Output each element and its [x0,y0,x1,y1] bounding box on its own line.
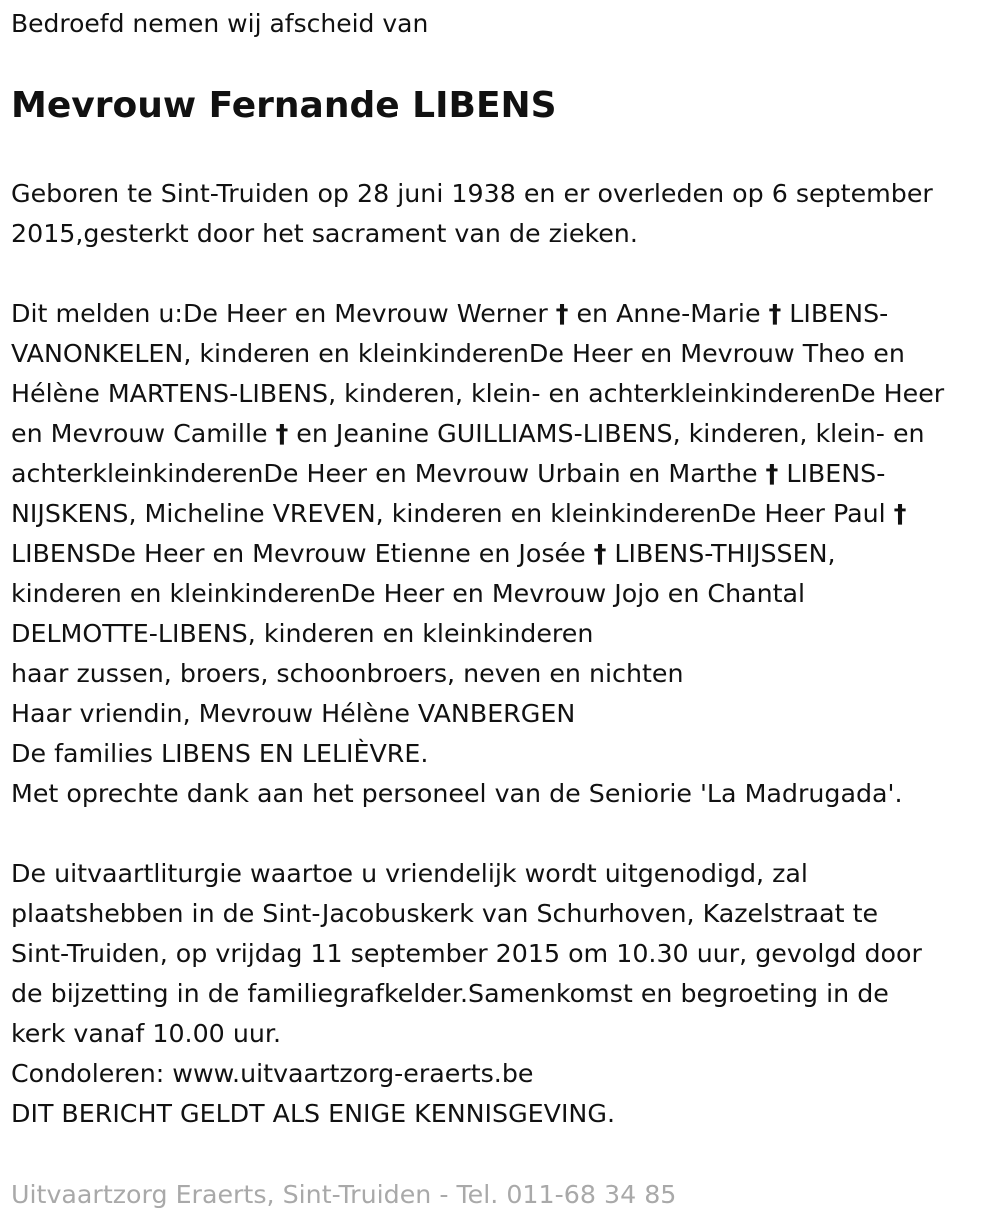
family-text: LIBENS- [781,299,889,328]
deceased-name: Mevrouw Fernande LIBENS [11,85,557,126]
paragraph-spacer [11,254,944,294]
family-text: LIBENS- [778,459,886,488]
family-text: en Jeanine GUILLIAMS-LIBENS, kinderen, klein- en [288,419,925,448]
funeral-line: Sint-Truiden, op vrijdag 11 september 2015 om 10.30 uur, gevolgd door [11,939,922,968]
family-text: LIBENS-THIJSSEN, [606,539,836,568]
family-line: kinderen en kleinkinderenDe Heer en Mevrouw Jojo en Chantal [11,579,806,608]
funeral-line: kerk vanaf 10.00 uur. [11,1019,282,1048]
family-line [11,454,944,494]
family-line: haar zussen, broers, schoonbroers, neven en nichten [11,659,684,688]
birth-death-line: Geboren te Sint-Truiden op 28 juni 1938 en er overleden op 6 september [11,179,933,208]
family-line: Haar vriendin, Mevrouw Hélène VANBERGEN [11,699,576,728]
family-text: achterkleinkinderenDe Heer en Mevrouw Urbain en Marthe [11,459,766,488]
intro-text: Bedroefd nemen wij afscheid van [11,9,429,38]
family-text: Dit melden u:De Heer en Mevrouw Werner [11,299,556,328]
cross-icon: † [893,499,907,528]
family-line: Hélène MARTENS-LIBENS, kinderen, klein- en achterkleinkinderenDe Heer [11,379,945,408]
funeral-line: de bijzetting in de familiegrafkelder.Samenkomst en begroeting in de [11,979,889,1008]
family-text: NIJSKENS, Micheline VREVEN, kinderen en kleinkinderenDe Heer Paul [11,499,894,528]
family-line [11,534,944,574]
birth-death-line: 2015,gesterkt door het sacrament van de zieken. [11,219,638,248]
family-line [11,494,944,534]
funeral-line: De uitvaartliturgie waartoe u vriendelijk wordt uitgenodigd, zal [11,859,808,888]
paragraph-spacer [11,814,944,854]
family-text: LIBENSDe Heer en Mevrouw Etienne en Josée [11,539,594,568]
cross-icon: † [593,539,607,568]
family-line [11,294,944,334]
family-line [11,414,944,454]
funeral-home-footer: Uitvaartzorg Eraerts, Sint-Truiden - Tel. 011-68 34 85 [11,1180,677,1209]
thanks-line: Met oprechte dank aan het personeel van de Seniorie 'La Madrugada'. [11,779,903,808]
family-text: en Mevrouw Camille [11,419,276,448]
family-text: en Anne-Marie [568,299,769,328]
cross-icon: † [765,459,779,488]
cross-icon: † [555,299,569,328]
notice-statement: DIT BERICHT GELDT ALS ENIGE KENNISGEVING. [11,1099,615,1128]
obituary-body [11,174,944,1134]
family-line: VANONKELEN, kinderen en kleinkinderenDe Heer en Mevrouw Theo en [11,339,905,368]
funeral-line: plaatshebben in de Sint-Jacobuskerk van Schurhoven, Kazelstraat te [11,899,879,928]
family-line: DELMOTTE-LIBENS, kinderen en kleinkinderen [11,619,594,648]
family-line: De families LIBENS EN LELIÈVRE. [11,739,429,768]
cross-icon: † [768,299,782,328]
condolences-line: Condoleren: www.uitvaartzorg-eraerts.be [11,1059,534,1088]
cross-icon: † [275,419,289,448]
